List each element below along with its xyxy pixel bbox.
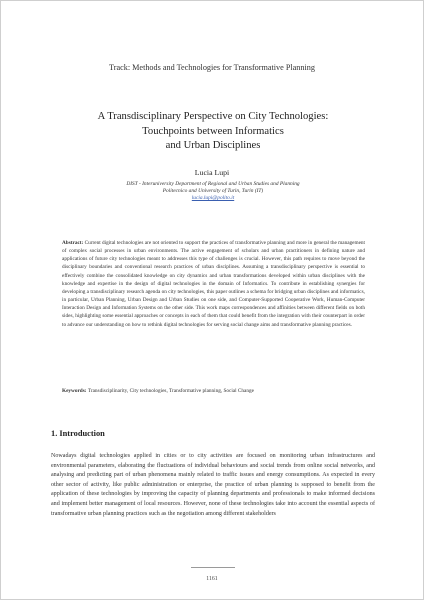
title-line-1: A Transdisciplinary Perspective on City Technologies: [97,111,329,122]
author-email-link[interactable]: lucia.lupi@polito.it [191,195,235,202]
affiliation [41,181,385,203]
abstract-text: Current digital technologies are not oriented to support the practices of transformative planning and more in general the management of complex social processes in urban environments. The active engagement of scholars and urban practitioners in defining nature and applications of future city technologies meant to addresses this type of challenges is crucial. However, this path requires to move beyond the disciplinary boundaries and conventional research practices of urban disciplines. Assuming a transdisciplinary perspective is essential to effectively combine the consolidated knowledge on city dynamics and urban transformations developed within urban disciplines with the knowledge and expertise in the design of digital technologies in the domain of Informatics. To contribute in establishing synergies for developing a transdisciplinary research agenda on city technologies, this paper outlines a schema for bridging urban disciplines and informatics, in particular, Urban Planning, Urban Design and Urban Studies on one side, and Computer-Supported Cooperative Work, Human-Computer Interaction Design and Information Systems on the other side. This work maps correspondences and affinities between different fields on both sides, highlighting some essential approaches or concepts in each of them that could benefit from the integration with their counterpart in order to advance our understanding on how to rethink digital technologies for serving social change aims and transformative planning practices. [62,240,365,328]
paper-title [41,110,385,154]
track-heading: Track: Methods and Technologies for Transformative Planning [109,63,315,72]
affiliation-line-2: Politecnico and University of Turin, Turin (IT) [162,188,264,195]
title-line-3: and Urban Disciplines [165,140,261,151]
author-name: Lucia Lupi [194,168,230,177]
page-number: 1161 [206,576,218,582]
section-body-text: Nowadays digital technologies applied in cities or to city activities are focused on monitoring urban infrastructures and environmental parameters, elaborating the fluctuations of individual behaviours and social trends from online social networks, and analysing and predicting part of urban phenomena mainly related to traffic issues and energy consumptions. As expected in every other sector of activity, like public administration or enterprise, the practice of urban planning is supposed to benefit from the application of these technologies by improving the capacity of planning departments and professionals to make informed decisions and implement better management of local resources. However, none of these technologies take into account the essential aspects of transformative urban planning practices such as the negotiation among different stakeholders [51,453,375,517]
footer-divider [191,567,235,568]
keywords [62,387,365,395]
section-heading: 1. Introduction [51,429,105,438]
keywords-text: Transdisciplinarity, City technologies, Transformative planning, Social Change [87,388,254,394]
abstract [62,239,365,329]
title-line-2: Touchpoints between Informatics [142,125,284,137]
keywords-label: Keywords: [62,388,88,394]
abstract-label: Abstract: [62,240,85,246]
affiliation-line-1: DIST - Interuniversity Department of Regional and Urban Studies and Planning [126,181,300,187]
